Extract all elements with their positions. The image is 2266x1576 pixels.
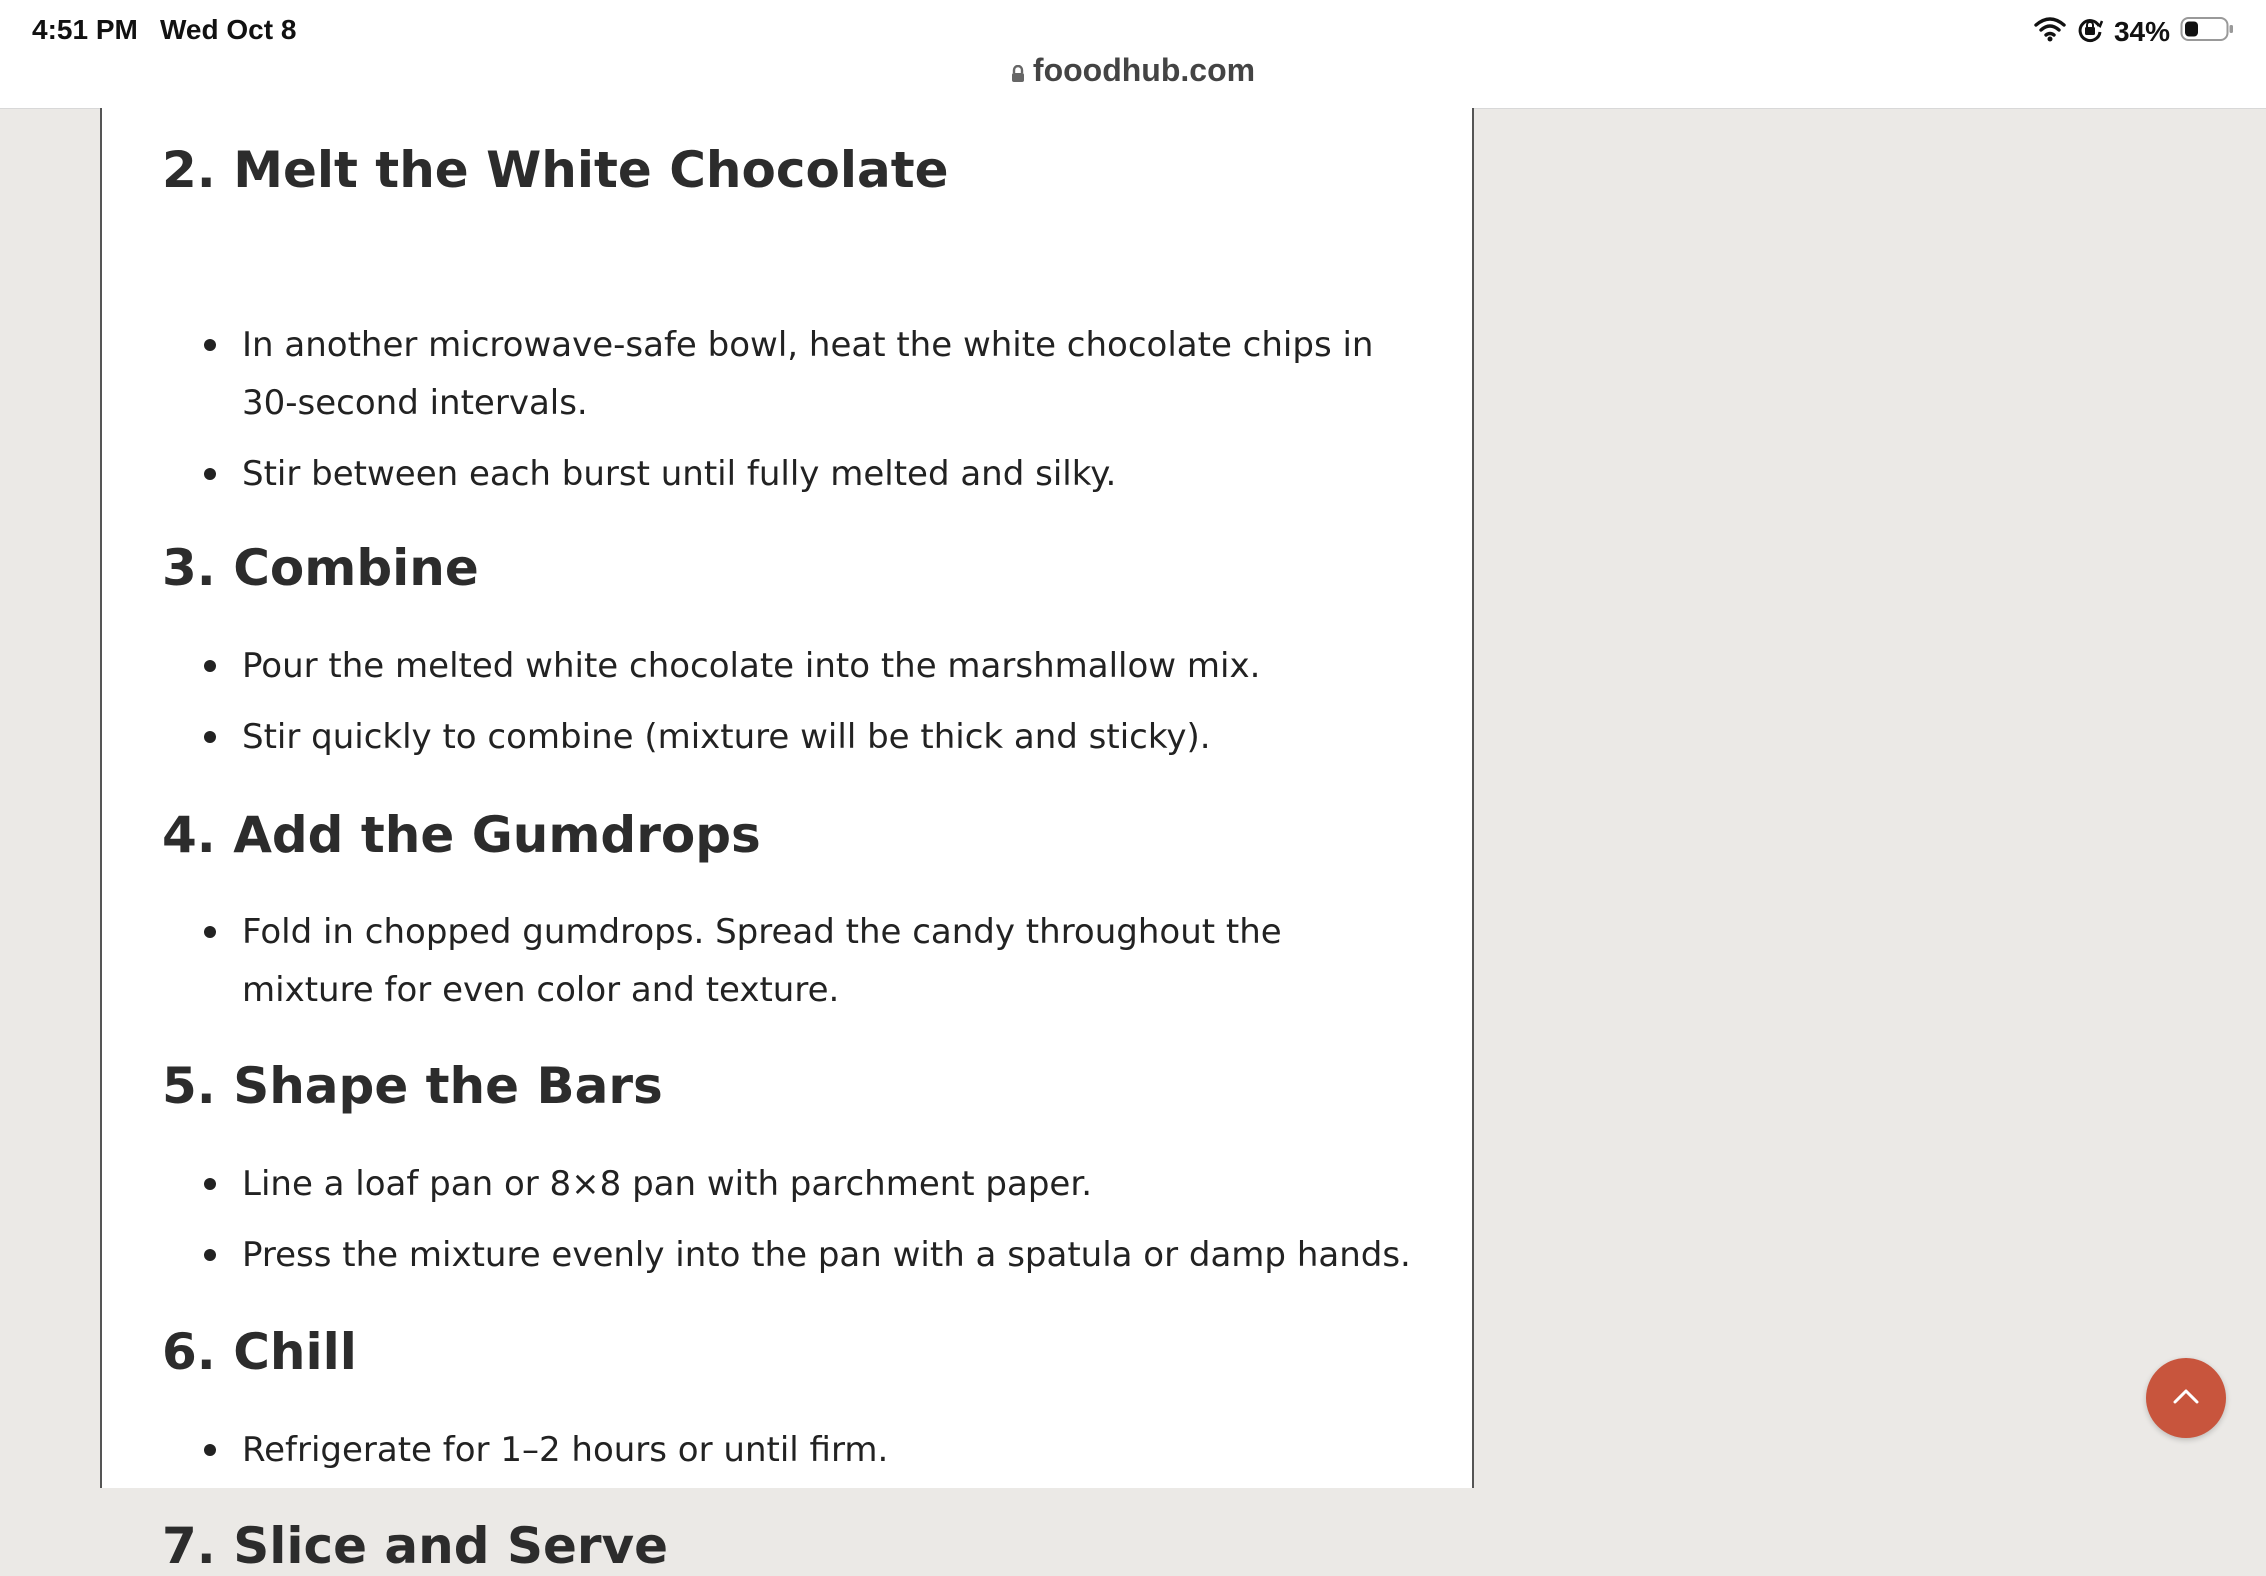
list-item: Fold in chopped gumdrops. Spread the candy throughout the mixture for even color and texture. — [160, 903, 1420, 1019]
list-item: In another microwave-safe bowl, heat the white chocolate chips in 30-second intervals. — [160, 316, 1420, 432]
step-list — [160, 903, 1420, 1032]
step-heading: 6. Chill — [162, 1323, 357, 1381]
step-heading: 3. Combine — [162, 539, 479, 597]
lock-icon — [1011, 54, 1025, 91]
chevron-up-icon — [2172, 1387, 2200, 1409]
status-time: 4:51 PM — [32, 14, 138, 45]
list-item: Press the mixture evenly into the pan with a spatula or damp hands. — [160, 1226, 1420, 1284]
orientation-lock-icon — [2076, 15, 2104, 50]
recipe-instructions — [100, 108, 1474, 1575]
list-item: Pour the melted white chocolate into the marshmallow mix. — [160, 637, 1420, 695]
list-item: Line a loaf pan or 8×8 pan with parchment paper. — [160, 1155, 1420, 1213]
step-list — [160, 637, 1420, 779]
step-heading: 7. Slice and Serve — [162, 1517, 669, 1575]
step-list — [160, 316, 1420, 516]
step-heading: 5. Shape the Bars — [162, 1057, 663, 1115]
step-heading: 2. Melt the White Chocolate — [162, 141, 949, 199]
url-text: fooodhub.com — [1032, 52, 1256, 88]
step-list — [160, 1421, 1420, 1492]
back-to-top-button[interactable] — [2146, 1358, 2226, 1438]
list-item: Stir quickly to combine (mixture will be thick and sticky). — [160, 708, 1420, 766]
battery-icon — [2180, 15, 2234, 50]
list-item: Refrigerate for 1–2 hours or until firm. — [160, 1421, 1420, 1479]
step-list — [160, 1155, 1420, 1297]
battery-percentage: 34% — [2113, 16, 2170, 47]
status-bar — [0, 0, 2266, 109]
step-heading: 4. Add the Gumdrops — [162, 806, 761, 864]
address-bar[interactable] — [0, 52, 2266, 91]
status-indicators — [2034, 14, 2234, 50]
wifi-icon — [2034, 16, 2066, 49]
list-item: Stir between each burst until fully melted and silky. — [160, 445, 1420, 503]
status-date: Wed Oct 8 — [160, 14, 297, 45]
